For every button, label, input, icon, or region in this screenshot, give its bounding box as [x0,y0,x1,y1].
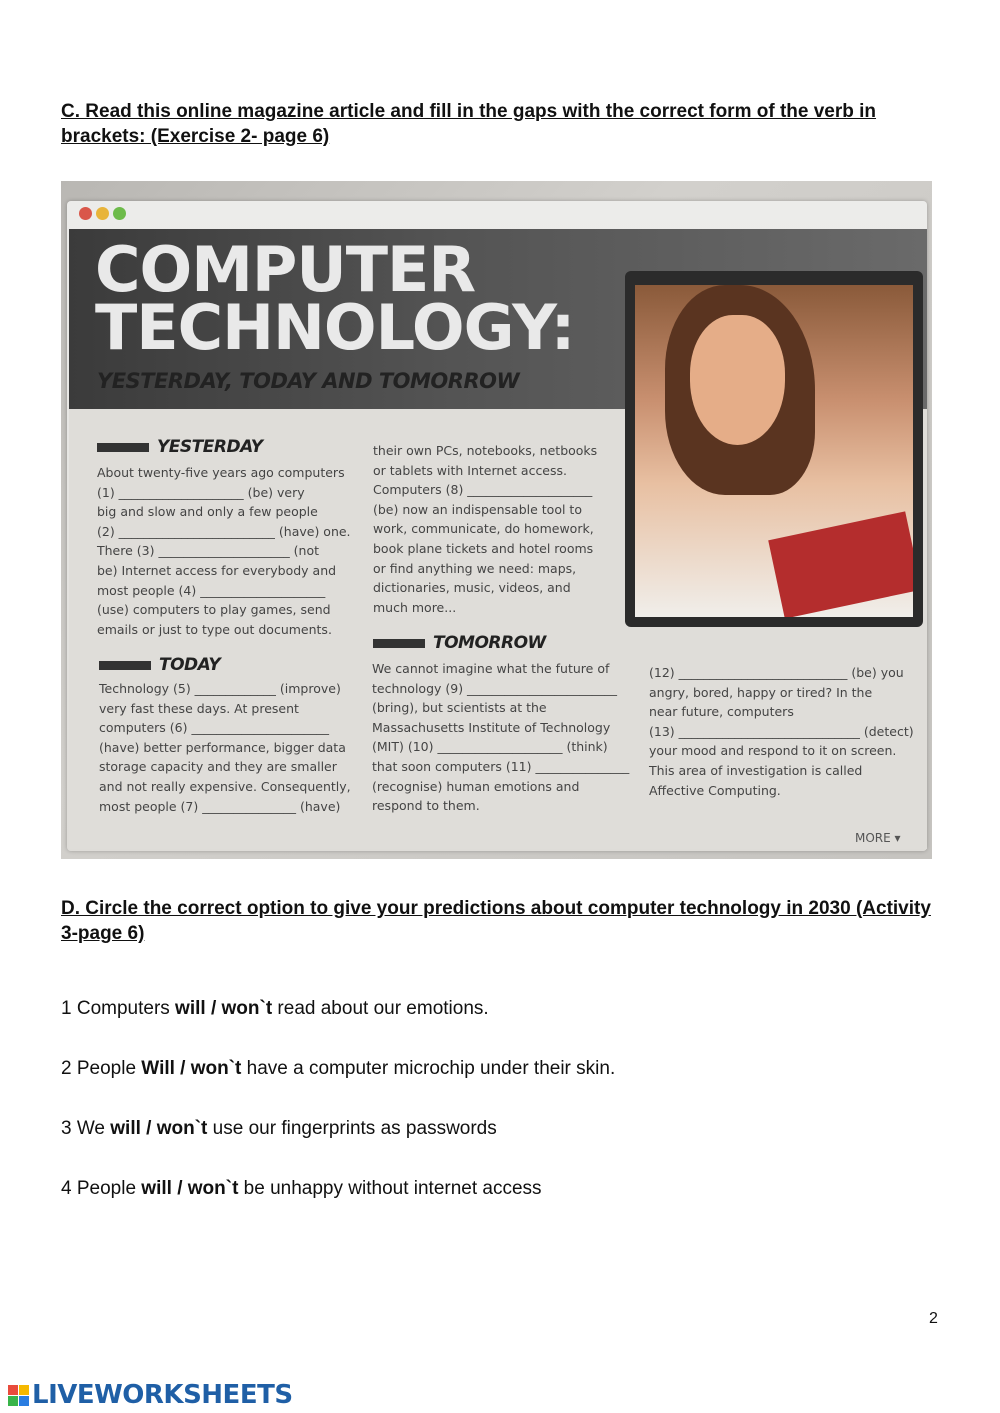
laptop-shape [768,511,913,617]
window-controls [79,207,126,220]
prediction-option[interactable]: will / won`t [141,1178,239,1199]
close-dot-icon [79,207,92,220]
article-title [95,233,575,364]
logo-mark-icon [8,1385,29,1406]
title-line-2: TECHNOLOGY: [95,291,575,364]
face-shape [690,315,785,445]
photo-frame [625,271,923,627]
girl-with-laptop-image [635,285,913,617]
article-subtitle: YESTERDAY, TODAY AND TOMORROW [97,369,520,393]
tomorrow-text: We cannot imagine what the future of technology (9) ________________________ (bring), but scientists at the Massachusetts Institute of Technology (MIT) (10) ____________________ (think) that soon computers (11) _______________ (recognise) human emotions and respond to them. [372,661,630,814]
middle-text: their own PCs, notebooks, netbooks or tablets with Internet access. Computers (8) ____________________ (be) now an indispensable tool to work, communicate, do homework, book plane tickets and hotel rooms or find anything we need: maps, dictionaries, music, videos, and much more... [373,443,598,615]
liveworksheets-logo [8,1380,293,1410]
prediction-option[interactable]: will / won`t [175,998,273,1019]
section-bar-icon [99,661,151,670]
section-bar-icon [97,443,149,452]
section-d-heading: D. Circle the correct option to give your predictions about computer technology in 2030 (Activity 3-page 6) [61,898,931,944]
prediction-option[interactable]: will / won`t [110,1118,208,1139]
more-link: MORE ▾ [855,831,901,845]
prediction-item: 2 People Will / won`t have a computer microchip under their skin. [61,1058,616,1079]
tomorrow-heading: TOMORROW [373,633,546,653]
section-bar-icon [373,639,425,648]
prediction-item: 3 We will / won`t use our fingerprints as passwords [61,1118,497,1139]
prediction-item: 4 People will / won`t be unhappy without internet access [61,1178,542,1199]
maximize-dot-icon [113,207,126,220]
magazine-article-photo [61,181,932,859]
logo-text: LIVEWORKSHEETS [32,1380,293,1410]
yesterday-text: About twenty-five years ago computers (1) ____________________ (be) very big and slow and only a few people (2) _________________________ (have) one. There (3) _____________________ (not be) Internet access for everybody and most people (4) ____________________ (use) computers to play games, send emails or just to type out documents. [97,465,351,637]
prediction-option[interactable]: Will / won`t [141,1058,242,1079]
today-heading: TODAY [99,655,220,675]
title-line-1: COMPUTER [95,233,476,306]
today-text: Technology (5) _____________ (improve) very fast these days. At present computers (6) ______________________ (have) better performance, bigger data storage capacity and they are smaller and not really expensive. Consequently, most people (7) _______________ (have) [99,681,351,814]
prediction-item: 1 Computers will / won`t read about our emotions. [61,998,489,1019]
yesterday-heading: YESTERDAY [97,437,263,457]
page-number: 2 [929,1310,938,1327]
browser-window [67,201,927,851]
section-c-heading: C. Read this online magazine article and fill in the gaps with the correct form of the verb in brackets: (Exercise 2- page 6) [61,101,877,147]
minimize-dot-icon [96,207,109,220]
right-text: (12) ___________________________ (be) you angry, bored, happy or tired? In the near future, computers (13) _____________________________ (detect) your mood and respond to it on screen. This area of investigation is called Affective Computing. [649,665,914,798]
